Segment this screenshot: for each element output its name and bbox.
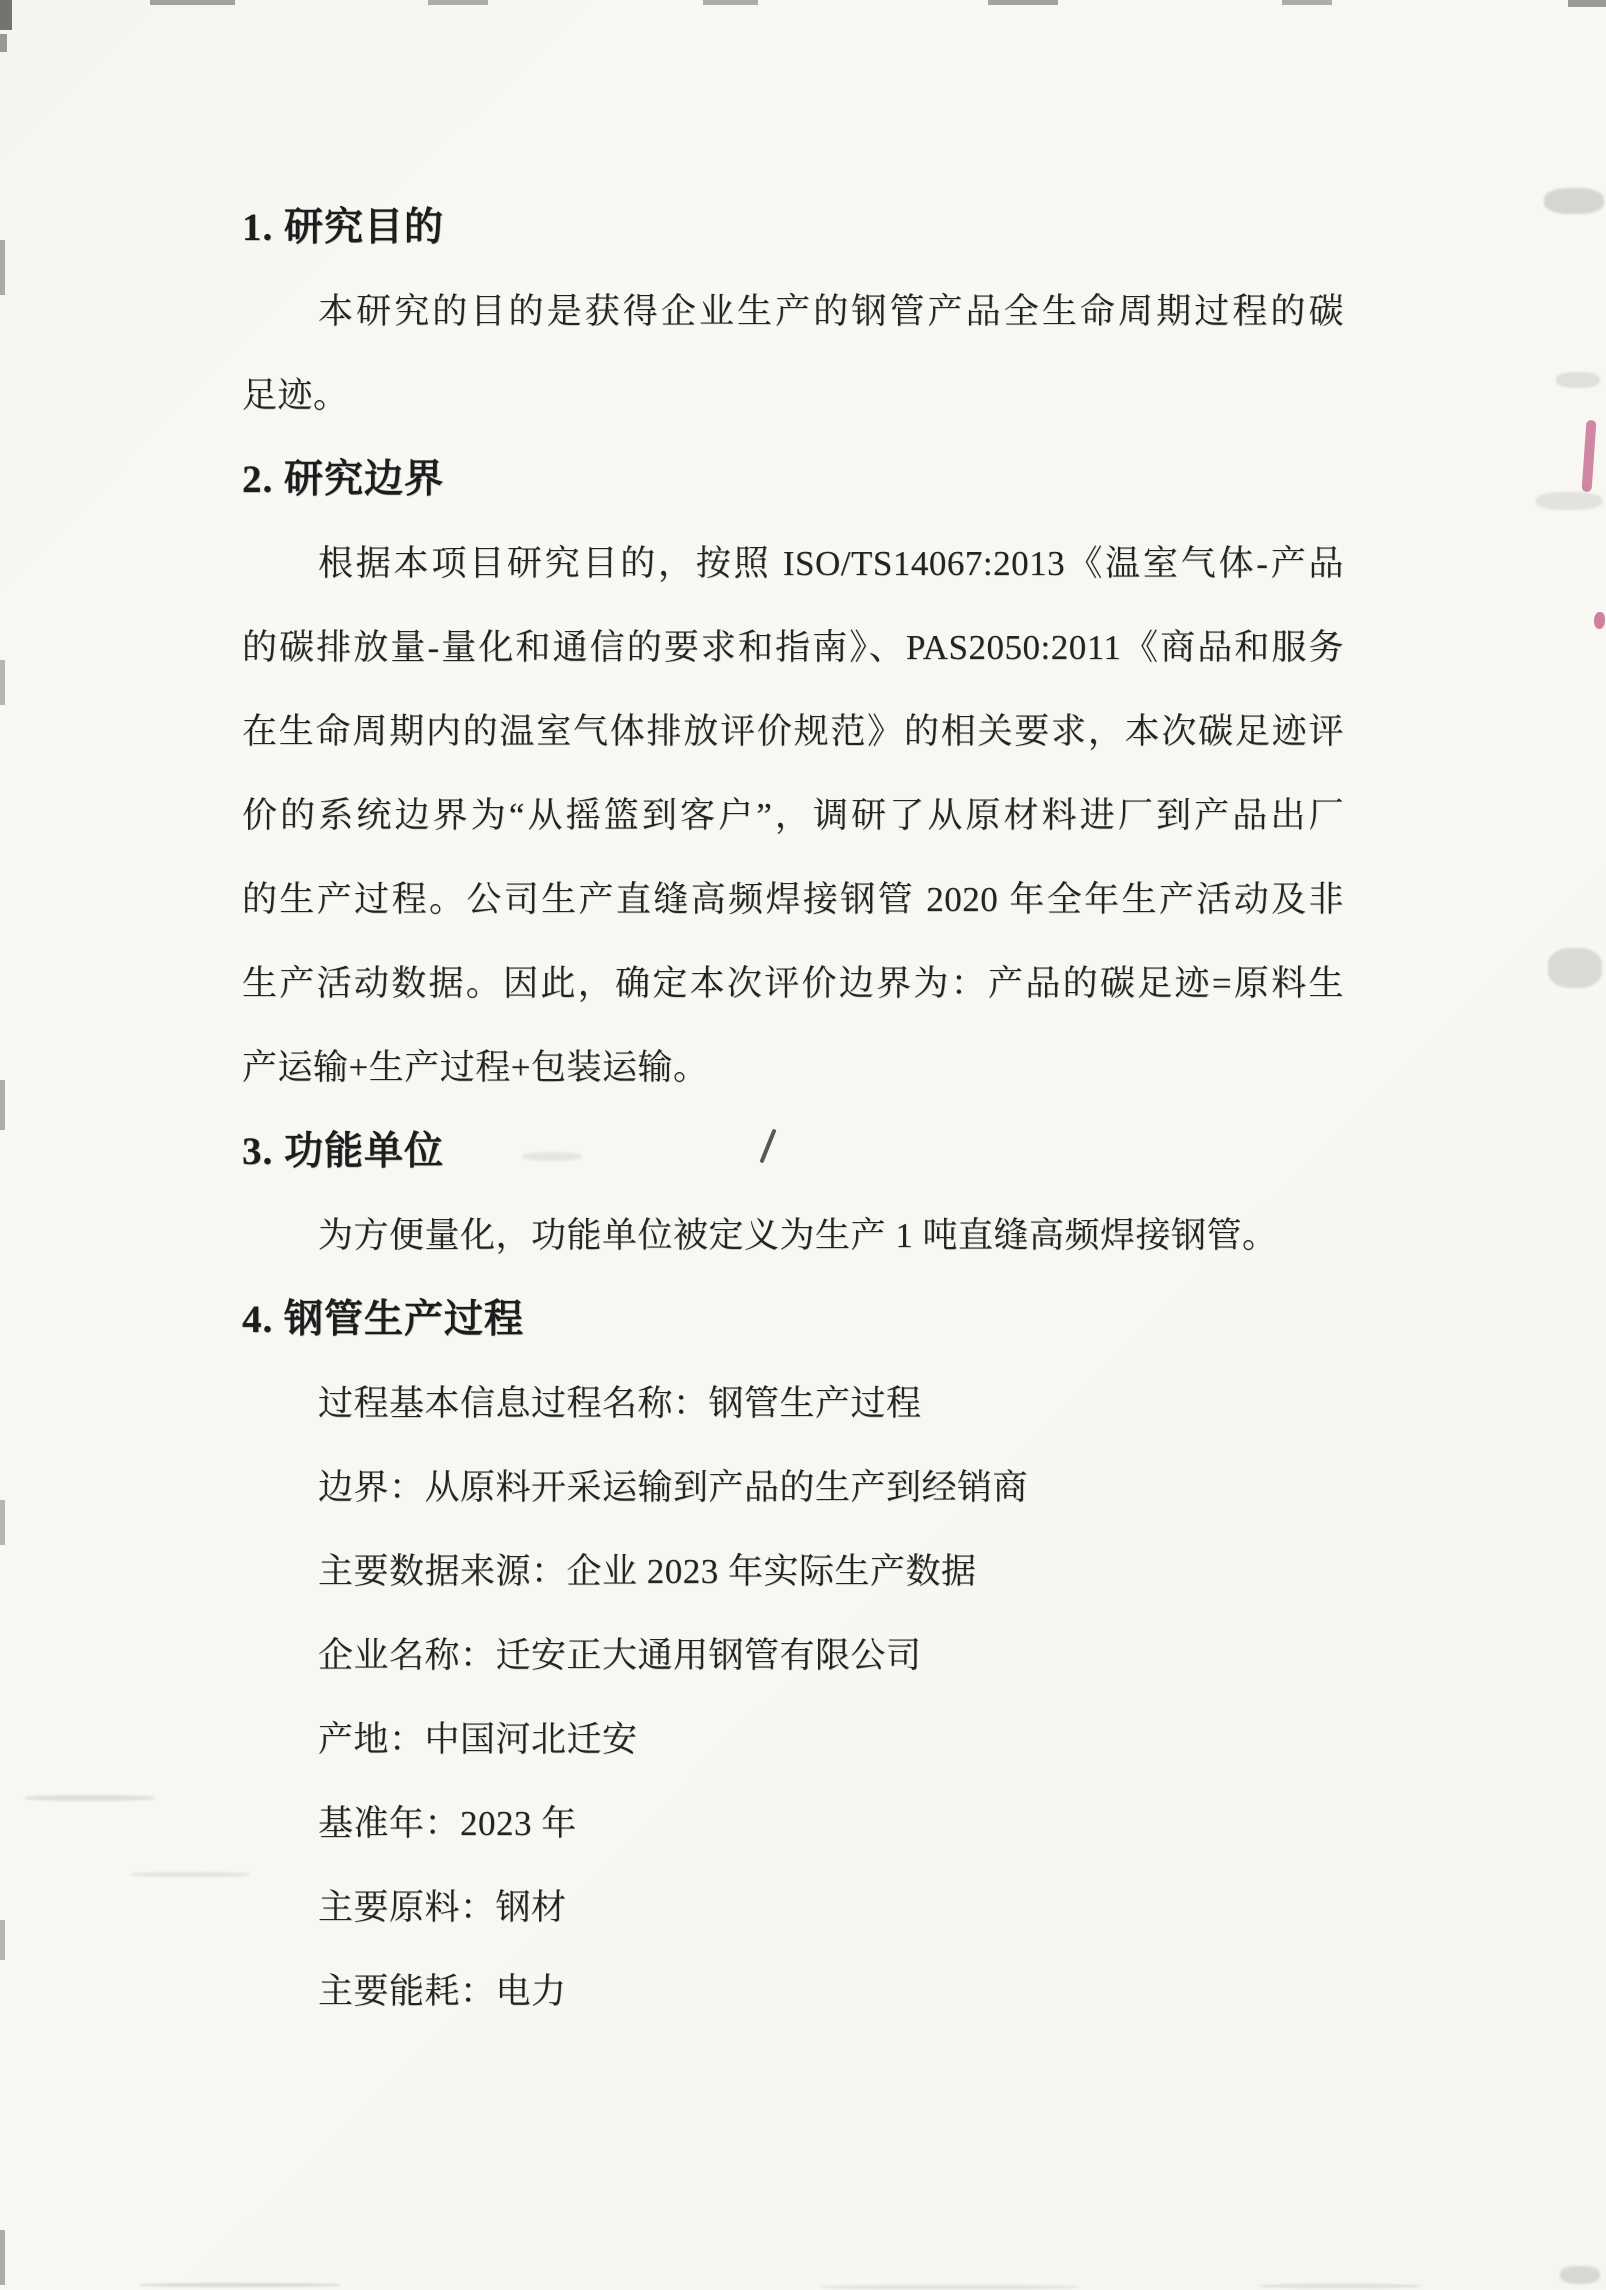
- scan-smudge: [25, 1795, 155, 1801]
- scan-artifact: [0, 34, 7, 52]
- scan-smudge: [1556, 372, 1600, 388]
- doc-line: 的生产过程。公司生产直缝高频焊接钢管 2020 年全年生产活动及非: [242, 880, 1344, 919]
- doc-line: 产地：中国河北迁安: [318, 1720, 638, 1759]
- section-heading-3: 3. 功能单位: [242, 1130, 445, 1173]
- scan-artifact: [150, 0, 235, 5]
- doc-line: 主要数据来源：企业 2023 年实际生产数据: [318, 1552, 977, 1591]
- doc-line: 的碳排放量-量化和通信的要求和指南》、PAS2050:2011《商品和服务: [242, 628, 1344, 667]
- scan-artifact: [0, 0, 12, 30]
- scan-artifact: [428, 0, 488, 5]
- doc-line: 边界：从原料开采运输到产品的生产到经销商: [318, 1468, 1029, 1507]
- doc-line: 主要原料：钢材: [318, 1888, 567, 1927]
- scan-artifact: [0, 1080, 5, 1130]
- section-heading-1: 1. 研究目的: [242, 206, 445, 249]
- doc-line: 根据本项目研究目的，按照 ISO/TS14067:2013《温室气体-产品: [318, 544, 1344, 583]
- pink-pen-mark: [1582, 420, 1597, 493]
- doc-line: 本研究的目的是获得企业生产的钢管产品全生命周期过程的碳: [318, 292, 1344, 331]
- scan-artifact: [0, 2230, 5, 2285]
- scan-artifact: [0, 660, 5, 705]
- section-heading-4: 4. 钢管生产过程: [242, 1298, 525, 1341]
- doc-line: 在生命周期内的温室气体排放评价规范》的相关要求，本次碳足迹评: [242, 712, 1344, 751]
- scan-artifact: [0, 1920, 5, 1960]
- scan-smudge: [820, 2285, 1080, 2289]
- scan-smudge: [1544, 188, 1604, 214]
- scan-artifact: [988, 0, 1058, 5]
- section-heading-2: 2. 研究边界: [242, 458, 445, 501]
- doc-line: 过程基本信息过程名称：钢管生产过程: [318, 1384, 922, 1423]
- doc-line: 产运输+生产过程+包装运输。: [242, 1048, 709, 1087]
- doc-line: 足迹。: [242, 376, 349, 415]
- scan-artifact: [1568, 0, 1606, 7]
- scan-artifact: [1282, 0, 1332, 5]
- scan-smudge: [130, 1872, 250, 1877]
- scan-artifact: [703, 0, 758, 5]
- scan-smudge: [1548, 948, 1602, 988]
- doc-line: 企业名称：迁安正大通用钢管有限公司: [318, 1636, 922, 1675]
- doc-line: 生产活动数据。因此，确定本次评价边界为：产品的碳足迹=原料生: [242, 964, 1344, 1003]
- doc-line: 为方便量化，功能单位被定义为生产 1 吨直缝高频焊接钢管。: [318, 1216, 1278, 1255]
- scan-artifact: [0, 240, 5, 295]
- scan-smudge: [1560, 2266, 1600, 2284]
- scan-artifact: [0, 1500, 5, 1545]
- document-text: [242, 186, 1344, 2034]
- scan-smudge: [140, 2283, 340, 2287]
- scan-smudge: [1536, 492, 1602, 510]
- doc-line: 主要能耗：电力: [318, 1972, 567, 2011]
- pink-pen-dot: [1594, 612, 1605, 629]
- doc-line: 基准年：2023 年: [318, 1804, 577, 1843]
- doc-line: 价的系统边界为“从摇篮到客户”，调研了从原材料进厂到产品出厂: [242, 796, 1344, 835]
- scan-smudge: [1260, 2284, 1420, 2288]
